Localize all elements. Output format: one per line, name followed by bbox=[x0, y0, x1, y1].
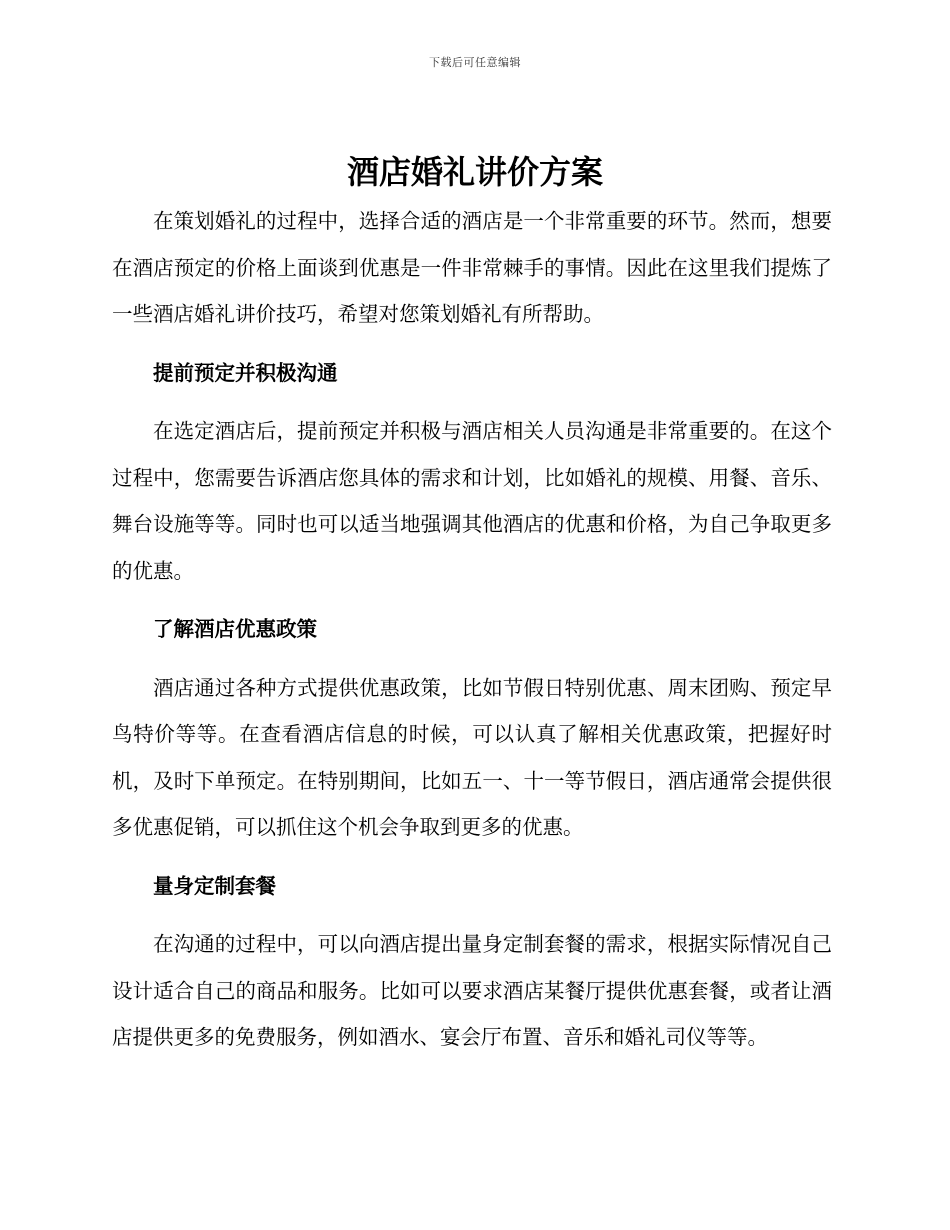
intro-paragraph: 在策划婚礼的过程中，选择合适的酒店是一个非常重要的环节。然而，想要在酒店预定的价格上面谈到优惠是一件非常棘手的事情。因此在这里我们提炼了一些酒店婚礼讲价技巧，希望对您策划婚礼有所帮助。 bbox=[112, 209, 832, 326]
section-heading-discount-policy: 了解酒店优惠政策 bbox=[153, 617, 317, 641]
section-heading-custom-package: 量身定制套餐 bbox=[153, 873, 276, 898]
section-body-advance-booking: 在选定酒店后，提前预定并积极与酒店相关人员沟通是非常重要的。在这个过程中，您需要告诉酒店您具体的需求和计划，比如婚礼的规模、用餐、音乐、舞台设施等等。同时也可以适当地强调其他酒店的优惠和价格，为自己争取更多的优惠。 bbox=[112, 419, 832, 583]
document-body bbox=[112, 198, 832, 1061]
document-title: 酒店婚礼讲价方案 bbox=[346, 153, 603, 191]
section-body-discount-policy: 酒店通过各种方式提供优惠政策，比如节假日特别优惠、周末团购、预定早鸟特价等等。在查看酒店信息的时候，可以认真了解相关优惠政策，把握好时机，及时下单预定。在特别期间，比如五一、十一等节假日，酒店通常会提供很多优惠促销，可以抓住这个机会争取到更多的优惠。 bbox=[112, 675, 832, 839]
section-body-custom-package: 在沟通的过程中，可以向酒店提出量身定制套餐的需求，根据实际情况自己设计适合自己的商品和服务。比如可以要求酒店某餐厅提供优惠套餐，或者让酒店提供更多的免费服务，例如酒水、宴会厅布置、音乐和婚礼司仪等等。 bbox=[112, 932, 832, 1049]
section-heading-advance-booking: 提前预定并积极沟通 bbox=[153, 360, 338, 385]
header-note: 下载后可任意编辑 bbox=[429, 56, 521, 69]
